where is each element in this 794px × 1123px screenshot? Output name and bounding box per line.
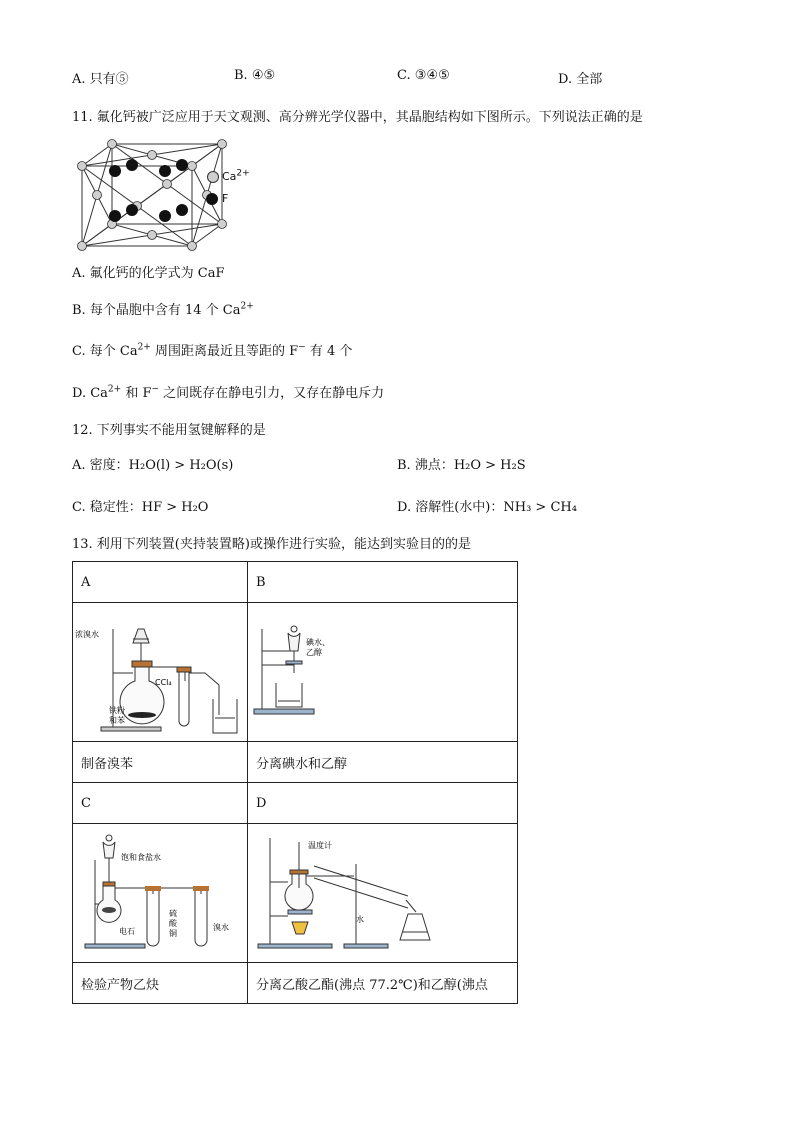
ca-legend-marker (207, 171, 219, 183)
col-d-header: D (248, 783, 518, 824)
apparatus-c-diagram (73, 824, 247, 958)
q11-crystal-diagram (72, 138, 262, 256)
q12-stem: 12. 下列事实不能用氢键解释的是 (72, 423, 266, 438)
label-sulfuric-1: 硫 (169, 909, 177, 918)
label-bromine-water-c: 溴水 (213, 923, 229, 932)
caption-d: 分离乙酸乙酯(沸点 77.2℃)和乙醇(沸点 (248, 963, 518, 1004)
apparatus-b-cell (248, 603, 518, 742)
label-benzene: 和苯 (109, 716, 125, 725)
label-sulfuric-3: 铜 (169, 929, 177, 938)
col-b-header: B (248, 562, 518, 603)
apparatus-a-cell (73, 603, 248, 742)
label-water: 水 (356, 915, 364, 924)
q11-option-a: A. 氟化钙的化学式为 CaF (72, 266, 225, 281)
apparatus-b-diagram (248, 603, 517, 737)
col-c-header: C (73, 783, 248, 824)
label-ccl4: CCl₄ (155, 678, 172, 687)
label-sulfuric-2: 酸 (169, 919, 177, 928)
q10-option-b: B. ④⑤ (234, 68, 276, 83)
q10-option-a: A. 只有⑤ (72, 72, 129, 87)
q11-option-d: D. $Ca^{2+}$ 和 F− 之间既存在静电引力，又存在静电斥力 (72, 384, 385, 401)
q12-option-d: D. 溶解性(水中)：NH₃ > CH₄ (397, 500, 577, 515)
f-legend-marker (206, 193, 218, 205)
label-ethanol: 乙醇 (306, 648, 322, 657)
q12-option-c: C. 稳定性：HF > H₂O (72, 500, 209, 515)
q13-stem: 13. 利用下列装置(夹持装置略)或操作进行实验，能达到实验目的的是 (72, 537, 471, 552)
q13-table (72, 561, 518, 1004)
label-brine: 饱和食盐水 (121, 853, 161, 862)
caption-b: 分离碘水和乙醇 (248, 742, 518, 783)
apparatus-d-cell (248, 824, 518, 963)
label-bromine-water: 浓溴水 (75, 630, 99, 639)
caption-c: 检验产物乙炔 (73, 963, 248, 1004)
q10-option-d: D. 全部 (558, 72, 603, 87)
apparatus-d-diagram (248, 824, 517, 958)
label-iron-powder: 铁粉 (109, 706, 125, 715)
apparatus-a-diagram (73, 603, 247, 737)
q12-option-a: A. 密度：H₂O(l) > H₂O(s) (72, 458, 234, 473)
caption-a: 制备溴苯 (73, 742, 248, 783)
q11-option-c: C. 每个 $Ca^{2+}$ 周围距离最近且等距的 F− 有 4 个 (72, 342, 353, 359)
q10-option-c: C. ③④⑤ (397, 68, 450, 83)
label-thermometer: 温度计 (308, 841, 332, 850)
q11-option-b: B. 每个晶胞中含有 14 个 $Ca^{2+}$ (72, 301, 254, 318)
col-a-header: A (73, 562, 248, 603)
apparatus-c-cell (73, 824, 248, 963)
q11-stem: 11. 氟化钙被广泛应用于天文观测、高分辨光学仪器中，其晶胞结构如下图所示。下列说法正确的是 (72, 110, 643, 125)
label-carbide: 电石 (119, 927, 135, 936)
f-legend-label: F (222, 192, 229, 205)
ca-legend-label: $Ca^{2+}$ (222, 168, 250, 183)
q12-option-b: B. 沸点：H₂O > H₂S (397, 458, 526, 473)
label-iodine-water: 碘水、 (306, 638, 330, 647)
